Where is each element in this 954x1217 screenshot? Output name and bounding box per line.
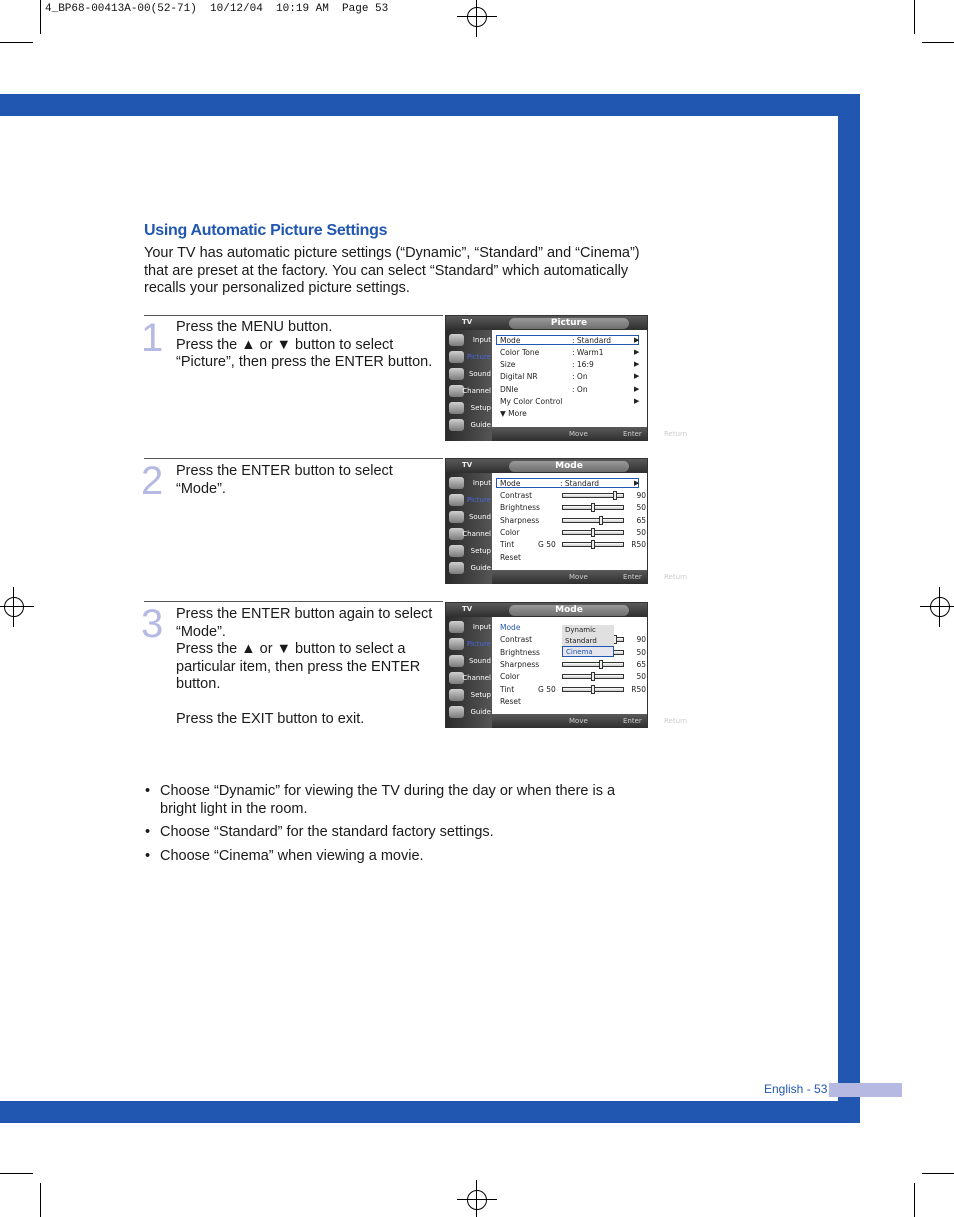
osd-slider-knob — [591, 503, 595, 512]
osd-slider-label: Sharpness — [500, 516, 540, 525]
crop-mark — [40, 0, 41, 34]
list-item: • Choose “Dynamic” for viewing the TV during the day or when there is a bright light in the room. — [144, 783, 624, 818]
crop-mark — [914, 0, 915, 34]
osd-slider-label: Brightness — [500, 648, 540, 657]
input-icon — [449, 477, 464, 489]
osd-menu-input: Input — [448, 620, 492, 635]
osd-slider-value: 50 — [636, 528, 646, 537]
guide-icon — [449, 419, 464, 431]
osd-slider — [562, 530, 624, 535]
registration-mark-icon — [457, 0, 497, 37]
osd-row-label: Mode — [500, 336, 521, 345]
osd-footer-move: Move — [569, 573, 588, 581]
arrow-right-icon: ▶ — [634, 385, 640, 393]
bottom-band — [0, 1101, 860, 1123]
section-title: Using Automatic Picture Settings — [144, 222, 388, 239]
registration-mark-icon — [457, 1180, 497, 1217]
step-number: 3 — [141, 602, 164, 646]
setup-icon — [449, 545, 464, 557]
step-line: Press the EXIT button to exit. — [176, 711, 365, 727]
step-number: 2 — [141, 459, 164, 503]
crop-mark — [914, 1183, 915, 1217]
osd-option: Dynamic — [565, 626, 596, 634]
arrow-right-icon: ▶ — [634, 360, 640, 368]
osd-slider — [562, 505, 624, 510]
osd-slider — [562, 518, 624, 523]
osd-row-label: Mode — [500, 623, 521, 632]
osd-tint-green: G 50 — [538, 540, 556, 549]
osd-menu-channel: Channel — [448, 527, 492, 542]
arrow-right-icon: ▶ — [634, 348, 640, 356]
osd-slider-knob — [591, 540, 595, 549]
osd-slider-value: R50 — [631, 685, 646, 694]
picture-icon — [449, 638, 464, 650]
crop-mark — [0, 42, 33, 43]
footer-bar — [829, 1083, 902, 1097]
osd-slider-value: 65 — [636, 660, 646, 669]
osd-row-label: Digital NR — [500, 372, 538, 381]
osd-menu-input: Input — [448, 333, 492, 348]
osd-slider-knob — [591, 685, 595, 694]
osd-menu-sound: Sound — [448, 510, 492, 525]
osd-menu-picture: Picture — [448, 350, 492, 365]
osd-reset: Reset — [500, 553, 521, 562]
sound-icon — [449, 511, 464, 523]
step-number: 1 — [141, 316, 164, 360]
setup-icon — [449, 402, 464, 414]
arrow-right-icon: ▶ — [634, 336, 640, 344]
osd-slider — [562, 674, 624, 679]
arrow-right-icon: ▶ — [634, 397, 640, 405]
osd-menu-guide: Guide — [448, 705, 492, 720]
osd-slider — [562, 662, 624, 667]
step-divider — [144, 601, 443, 602]
arrow-right-icon: ▶ — [634, 372, 640, 380]
osd-slider-value: 50 — [636, 503, 646, 512]
osd-row-value: : 16:9 — [572, 360, 594, 369]
osd-row-value: : Standard — [560, 479, 600, 488]
osd-footer-move: Move — [569, 430, 588, 438]
step-1-text — [176, 319, 441, 372]
sound-icon — [449, 655, 464, 667]
crop-mark — [922, 1173, 954, 1174]
osd-menu-picture: Picture — [448, 493, 492, 508]
osd-footer-return: Return — [664, 573, 688, 581]
osd-slider-label: Tint — [500, 540, 515, 549]
osd-row-value: : On — [572, 372, 588, 381]
picture-icon — [449, 494, 464, 506]
osd-more: ▼ More — [500, 409, 527, 418]
osd-row-value: : On — [572, 385, 588, 394]
print-header: 4_BP68-00413A-00(52-71) 10/12/04 10:19 AM Page 53 — [45, 3, 389, 15]
osd-mode-dropdown — [562, 625, 614, 657]
osd-menu-channel: Channel — [448, 671, 492, 686]
osd-screen-picture — [445, 315, 688, 441]
osd-slider-label: Color — [500, 672, 520, 681]
osd-footer-move: Move — [569, 717, 588, 725]
osd-menu-guide: Guide — [448, 561, 492, 576]
osd-slider-label: Tint — [500, 685, 515, 694]
osd-slider-label: Contrast — [500, 491, 533, 500]
input-icon — [449, 621, 464, 633]
osd-menu-setup: Setup — [448, 688, 492, 703]
step-divider — [144, 315, 443, 316]
page-number: English - 53 — [764, 1082, 828, 1096]
osd-menu-channel: Channel — [448, 384, 492, 399]
osd-slider-label: Sharpness — [500, 660, 540, 669]
osd-title: Mode — [509, 461, 629, 472]
crop-mark — [40, 1183, 41, 1217]
osd-row-value: : Standard — [572, 336, 612, 345]
step-line: Press the ▲ or ▼ button to select a particular item, then press the ENTER button. — [176, 641, 421, 692]
osd-reset: Reset — [500, 697, 521, 706]
guide-icon — [449, 706, 464, 718]
osd-slider — [562, 687, 624, 692]
osd-slider-label: Contrast — [500, 635, 533, 644]
registration-mark-icon — [920, 587, 954, 627]
osd-title: Mode — [509, 605, 629, 616]
osd-menu-setup: Setup — [448, 544, 492, 559]
input-icon — [449, 334, 464, 346]
step-line: Press the ENTER button again to select “Mode”. — [176, 606, 433, 640]
arrow-right-icon: ▶ — [634, 479, 640, 487]
crop-mark — [0, 1173, 33, 1174]
step-line: Press the ENTER button to select “Mode”. — [176, 463, 393, 497]
osd-slider-knob — [591, 672, 595, 681]
osd-row-label: DNIe — [500, 385, 519, 394]
osd-row-label: Color Tone — [500, 348, 540, 357]
osd-slider — [562, 542, 624, 547]
osd-menu-sound: Sound — [448, 654, 492, 669]
picture-icon — [449, 351, 464, 363]
osd-menu-picture: Picture — [448, 637, 492, 652]
osd-row-label: Mode — [500, 479, 521, 488]
step-3-text — [176, 606, 441, 729]
osd-title: Picture — [509, 318, 629, 329]
osd-slider — [562, 493, 624, 498]
osd-tv-label: TV — [462, 318, 473, 326]
osd-menu-input: Input — [448, 476, 492, 491]
osd-slider-knob — [599, 516, 603, 525]
osd-slider-value: 90 — [636, 635, 646, 644]
osd-footer-return: Return — [664, 430, 688, 438]
osd-footer-return: Return — [664, 717, 688, 725]
osd-menu-guide: Guide — [448, 418, 492, 433]
osd-slider-value: 50 — [636, 648, 646, 657]
setup-icon — [449, 689, 464, 701]
osd-slider-value: 65 — [636, 516, 646, 525]
osd-screen-mode — [445, 458, 688, 584]
osd-footer-enter: Enter — [623, 573, 642, 581]
osd-slider-value: 90 — [636, 491, 646, 500]
guide-icon — [449, 562, 464, 574]
crop-mark — [922, 42, 954, 43]
osd-slider-value: 50 — [636, 672, 646, 681]
osd-row-value: : Warm1 — [572, 348, 604, 357]
step-divider — [144, 458, 443, 459]
registration-mark-icon — [0, 587, 34, 627]
top-band — [0, 94, 860, 116]
step-2-text — [176, 463, 441, 498]
osd-menu-sound: Sound — [448, 367, 492, 382]
side-band — [838, 94, 860, 1123]
osd-slider-label: Color — [500, 528, 520, 537]
osd-option: Standard — [565, 636, 597, 645]
osd-slider-knob — [591, 528, 595, 537]
osd-slider-label: Brightness — [500, 503, 540, 512]
osd-tv-label: TV — [462, 605, 473, 613]
osd-row-label: Size — [500, 360, 516, 369]
list-item: • Choose “Standard” for the standard factory settings. — [144, 824, 624, 842]
osd-tint-green: G 50 — [538, 685, 556, 694]
osd-footer-enter: Enter — [623, 717, 642, 725]
list-item: • Choose “Cinema” when viewing a movie. — [144, 848, 624, 866]
intro-paragraph: Your TV has automatic picture settings (“Dynamic”, “Standard” and “Cinema”) that are preset at the factory. You can select “Standard” which automatically recalls your personalized picture settings. — [144, 245, 640, 296]
osd-row-label: My Color Control — [500, 397, 563, 406]
osd-option-selected: Cinema — [562, 646, 614, 657]
step-line: Press the ▲ or ▼ button to select “Picture”, then press the ENTER button. — [176, 336, 433, 370]
osd-slider-knob — [599, 660, 603, 669]
step-line: Press the MENU button. — [176, 319, 333, 335]
tips-list — [144, 783, 624, 871]
osd-tv-label: TV — [462, 461, 473, 469]
sound-icon — [449, 368, 464, 380]
osd-footer-enter: Enter — [623, 430, 642, 438]
osd-slider-knob — [613, 491, 617, 500]
osd-menu-setup: Setup — [448, 401, 492, 416]
osd-screen-mode-select — [445, 602, 688, 728]
osd-slider-value: R50 — [631, 540, 646, 549]
